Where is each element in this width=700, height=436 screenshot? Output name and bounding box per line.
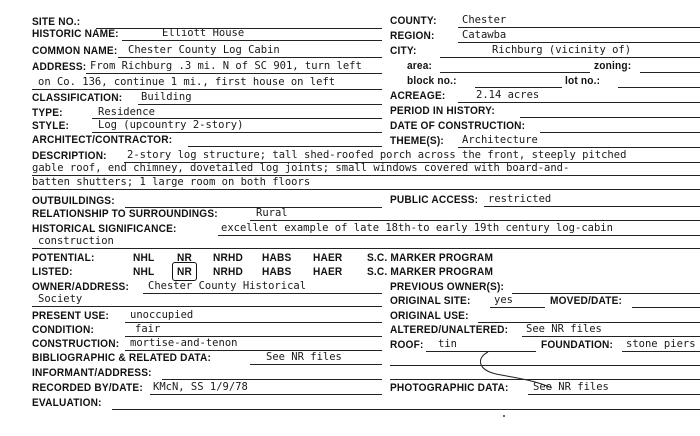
label-photographic: PHOTOGRAPHIC DATA:: [390, 382, 509, 394]
label-historical-significance: HISTORICAL SIGNIFICANCE:: [32, 223, 177, 235]
label-classification: CLASSIFICATION:: [32, 92, 123, 104]
label-condition: CONDITION:: [32, 324, 94, 336]
value-historic-name: Elliott House: [162, 27, 245, 39]
value-style: Log (upcountry 2-story): [98, 119, 244, 131]
pen-stroke-mark: [470, 344, 570, 390]
rule-description-3: [32, 189, 700, 190]
value-photographic: See NR files: [533, 381, 609, 393]
label-acreage: ACREAGE:: [390, 90, 446, 102]
rule-region: [458, 42, 700, 43]
rule-recorded-by: [150, 394, 382, 395]
value-significance-line-1: excellent example of late 18th-to early 19th century log-cabin: [221, 222, 613, 234]
label-common-name: COMMON NAME:: [32, 45, 118, 57]
value-significance-line-2: construction: [38, 235, 114, 247]
rule-description-2: [32, 175, 700, 176]
label-roof: ROOF:: [390, 339, 424, 351]
rule-moved-date: [632, 307, 700, 308]
value-public-access: restricted: [488, 193, 552, 205]
rule-zoning: [640, 72, 700, 73]
rule-significance-1: [218, 235, 700, 236]
listed-sc-marker: S.C. MARKER PROGRAM: [367, 266, 494, 278]
rule-period: [520, 117, 700, 118]
label-foundation: FOUNDATION:: [541, 339, 614, 351]
label-historic-name: HISTORIC NAME:: [32, 28, 119, 40]
rule-construction: [125, 350, 382, 351]
rule-significance-2: [32, 248, 700, 249]
label-block-no: block no.:: [407, 75, 457, 87]
listed-haer: HAER: [313, 266, 343, 278]
label-potential: POTENTIAL:: [32, 252, 95, 264]
rule-outbuildings: [125, 207, 382, 208]
rule-original-use: [478, 322, 700, 323]
rule-site-no: [96, 28, 382, 29]
label-construction: CONSTRUCTION:: [32, 338, 120, 350]
label-owner-address: OWNER/ADDRESS:: [32, 281, 130, 293]
label-themes: THEME(S):: [390, 135, 444, 147]
label-lot-no: lot no.:: [565, 75, 601, 87]
rule-foundation: [622, 351, 700, 352]
value-description-line-3: batten shutters; 1 large room on both floors: [32, 176, 311, 188]
label-public-access: PUBLIC ACCESS:: [390, 194, 479, 206]
rule-lot-no: [618, 87, 700, 88]
value-common-name: Chester County Log Cabin: [128, 44, 280, 56]
rule-style: [92, 132, 382, 133]
listed-nr: NR: [177, 266, 192, 278]
rule-description-1: [124, 162, 700, 163]
label-zoning: zoning:: [594, 60, 632, 72]
value-construction: mortise-and-tenon: [130, 337, 238, 349]
rule-evaluation: [112, 409, 700, 410]
value-present-use: unoccupied: [130, 309, 194, 321]
label-architect: ARCHITECT/CONTRACTOR:: [32, 134, 173, 146]
rule-photographic: [528, 394, 700, 395]
rule-present-use: [125, 322, 382, 323]
value-classification: Building: [141, 91, 192, 103]
label-previous-owners: PREVIOUS OWNER(S):: [390, 281, 505, 293]
value-county: Chester: [462, 14, 507, 26]
value-owner-line-1: Chester County Historical: [148, 280, 307, 292]
rule-address-2: [32, 89, 382, 90]
value-relationship: Rural: [256, 207, 288, 219]
value-condition: fair: [135, 323, 161, 335]
value-roof: tin: [438, 338, 457, 350]
rule-common-name: [118, 57, 382, 58]
label-county: COUNTY:: [390, 15, 437, 27]
rule-date-construction: [540, 132, 700, 133]
value-owner-line-2: Society: [38, 293, 83, 305]
rule-county: [458, 27, 700, 28]
rule-architect: [188, 146, 382, 147]
potential-nrhd: NRHD: [213, 252, 243, 264]
value-bibliographic: See NR files: [266, 351, 342, 363]
rule-informant: [162, 379, 382, 380]
rule-city: [440, 57, 700, 58]
label-evaluation: EVALUATION:: [32, 397, 102, 409]
potential-sc-marker: S.C. MARKER PROGRAM: [367, 252, 494, 264]
listed-nr-circle-mark: [172, 262, 197, 281]
potential-habs: HABS: [262, 252, 292, 264]
rule-block-no: [475, 87, 562, 88]
label-original-site: ORIGINAL SITE:: [390, 295, 471, 307]
rule-classification: [138, 104, 382, 105]
value-address-line-1: From Richburg .3 mi. N of SC 901, turn left: [90, 60, 362, 72]
label-type: TYPE:: [32, 107, 63, 119]
rule-acreage: [458, 102, 700, 103]
rule-historic-name: [122, 40, 382, 41]
value-description-line-2: gable roof, end chimney, dovetailed log joints; small windows covered with board-and-: [32, 162, 570, 174]
rule-type: [92, 118, 382, 119]
label-informant: INFORMANT/ADDRESS:: [32, 367, 152, 379]
label-style: STYLE:: [32, 120, 70, 132]
rule-previous-owners: [512, 293, 700, 294]
label-site-no: SITE NO.:: [32, 16, 81, 28]
value-acreage: 2.14 acres: [476, 89, 540, 101]
listed-nrhd: NRHD: [213, 266, 243, 278]
label-city: CITY:: [390, 45, 417, 57]
listed-habs: HABS: [262, 266, 292, 278]
value-region: Catawba: [462, 29, 507, 41]
rule-area: [440, 72, 590, 73]
label-period: PERIOD IN HISTORY:: [390, 105, 495, 117]
rule-bibliographic: [250, 364, 382, 365]
rule-condition: [125, 336, 382, 337]
label-region: REGION:: [390, 30, 435, 42]
rule-relationship: [250, 220, 700, 221]
rule-themes: [458, 147, 700, 148]
label-outbuildings: OUTBUILDINGS:: [32, 195, 115, 207]
label-area: area:: [407, 60, 433, 72]
stray-dot-mark: [500, 412, 510, 422]
rule-owner-1: [143, 293, 382, 294]
rule-original-site: [490, 307, 545, 308]
value-themes: Architecture: [462, 134, 538, 146]
value-city: Richburg (vicinity of): [492, 44, 632, 56]
label-original-use: ORIGINAL USE:: [390, 310, 469, 322]
value-original-site: yes: [494, 294, 513, 306]
potential-haer: HAER: [313, 252, 343, 264]
value-foundation: stone piers: [626, 338, 696, 350]
label-recorded-by: RECORDED BY/DATE:: [32, 382, 143, 394]
rule-owner-2: [32, 306, 382, 307]
value-altered: See NR files: [526, 323, 602, 335]
value-recorded-by: KMcN, SS 1/9/78: [153, 381, 248, 393]
rule-altered: [522, 336, 700, 337]
label-address: ADDRESS:: [32, 61, 87, 73]
label-date-construction: DATE OF CONSTRUCTION:: [390, 120, 526, 132]
rule-public-access: [484, 206, 700, 207]
rule-address-1: [86, 73, 382, 74]
value-type: Residence: [98, 106, 155, 118]
potential-nr: NR: [177, 252, 192, 264]
value-description-line-1: 2-story log structure; tall shed-roofed porch across the front, steeply pitched: [127, 149, 627, 161]
potential-nhl: NHL: [133, 252, 155, 264]
label-relationship: RELATIONSHIP TO SURROUNDINGS:: [32, 208, 218, 220]
label-bibliographic: BIBLIOGRAPHIC & RELATED DATA:: [32, 352, 212, 364]
label-listed: LISTED:: [32, 266, 73, 278]
label-description: DESCRIPTION:: [32, 150, 107, 162]
label-altered: ALTERED/UNALTERED:: [390, 324, 509, 336]
listed-nhl: NHL: [133, 266, 155, 278]
value-address-line-2: on Co. 136, continue 1 mi., first house on left: [38, 76, 336, 88]
label-moved-date: MOVED/DATE:: [550, 295, 623, 307]
label-present-use: PRESENT USE:: [32, 310, 110, 322]
